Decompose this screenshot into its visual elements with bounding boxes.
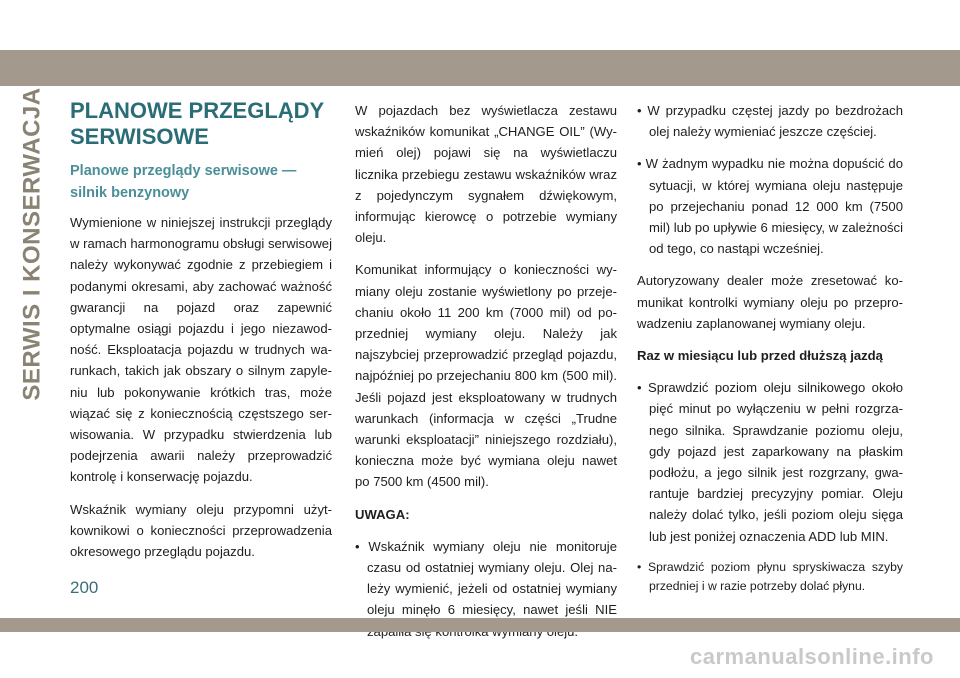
top-margin bbox=[0, 0, 960, 50]
page-number: 200 bbox=[70, 578, 99, 597]
column-2 bbox=[355, 100, 617, 653]
section-side-label bbox=[16, 87, 50, 401]
header-bar bbox=[0, 50, 960, 86]
column-3 bbox=[637, 100, 903, 607]
paragraph: Autoryzowany dealer może zresetować komunikat kontrolki wymiany oleju po przeprowadzeniu zaplanowanej wymiany oleju. bbox=[637, 273, 903, 331]
section-subtitle: Planowe przeglądy serwisowe — silnik benzynowy bbox=[70, 163, 297, 201]
bullet-item: • Sprawdzić poziom oleju silnikowego około pięć minut po wyłączeniu w pełni rozgrzanego silnika. Sprawdzanie poziomu oleju, gdy pojazd jest zaparkowany na płaskim podłożu, a jego silnik jest rozgrzany, gwarantuje bardziej precyzyjny pomiar. Oleju należy dolać tylko, jeśli poziom oleju sięga lub jest poniżej oznaczenia ADD lub MIN. bbox=[637, 380, 903, 544]
paragraph: Wymienione w niniejszej instrukcji przeglądy w ramach harmonogramu obsługi serwisowej należy wykonywać zgodnie z przebiegiem i podanymi okresami, aby zachować ważność gwarancji na pojazd oraz zapewnić optymalne osiągi pojazdu i jego niezawodność. Eksploatacja pojazdu w trudnych warunkach, takich jak obszary o silnym zapyleniu lub pokonywanie krótkich tras, może wiązać się z koniecznością częstszego serwisowania. W przypadku stwierdzenia lub podejrzenia awarii należy przeprowadzić kontrolę i konserwację pojazdu. bbox=[70, 215, 332, 485]
bullet-item: • W przypadku częstej jazdy po bezdrożach olej należy wymieniać jeszcze częściej. bbox=[637, 103, 903, 140]
bullet-item: • Wskaźnik wymiany oleju nie monitoruje czasu od ostatniej wymiany oleju. Olej należy wymienić, jeżeli od ostatniej wymiany oleju minęło 6 miesięcy, nawet jeśli NIE bbox=[355, 538, 617, 618]
subsection-heading: Raz w miesiącu lub przed dłuższą jazdą bbox=[637, 348, 883, 364]
section-side-label-text: SERWIS I KONSERWACJA bbox=[19, 87, 47, 401]
page-title: PLANOWE PRZEGLĄDY SERWISOWE bbox=[70, 98, 324, 149]
watermark-text: carmanualsonline.info bbox=[690, 644, 934, 669]
column-1 bbox=[70, 98, 332, 573]
bullet-item: • Sprawdzić poziom płynu spryskiwacza szyby przedniej i w razie potrzeby dolać płynu. bbox=[637, 559, 903, 593]
bullet-item: • W żadnym wypadku nie można dopuścić do sytuacji, w której wymiana oleju następuje po przejechaniu ponad 12 000 km (7500 mil) lub po upływie 6 miesięcy, w zależności od tego, co nastąpi wcześniej. bbox=[637, 156, 903, 257]
note-heading: UWAGA: bbox=[355, 506, 410, 522]
paragraph: W pojazdach bez wyświetlacza zestawu wskaźników komunikat „CHANGE OIL” (Wymień olej) pojawi się na wyświetlaczu licznika przebiegu zestawu wskaźników wraz z pojedynczym sygnałem dźwiękowym, informując kierowcę o potrzebie wymiany oleju. bbox=[355, 103, 617, 246]
footer-bar bbox=[0, 618, 960, 632]
paragraph: Komunikat informujący o konieczności wymiany oleju zostanie wyświetlony po przejechaniu około 11 200 km (7000 mil) od poprzedniej wymiany oleju. Należy jak najszybciej przeprowadzić przegląd pojazdu, najpóźniej po przejechaniu 800 km (500 mil). Jeśli pojazd jest eksploatowany w trudnych warunkach (informacja w części „Trudne warunki eksploatacji” niniejszego rozdziału), konieczna może być wymiana oleju nawet po 7500 km (4500 mil). bbox=[355, 262, 617, 490]
paragraph: Wskaźnik wymiany oleju przypomni użytkownikowi o konieczności przeprowadzenia okresowego przeglądu pojazdu. bbox=[70, 501, 332, 560]
